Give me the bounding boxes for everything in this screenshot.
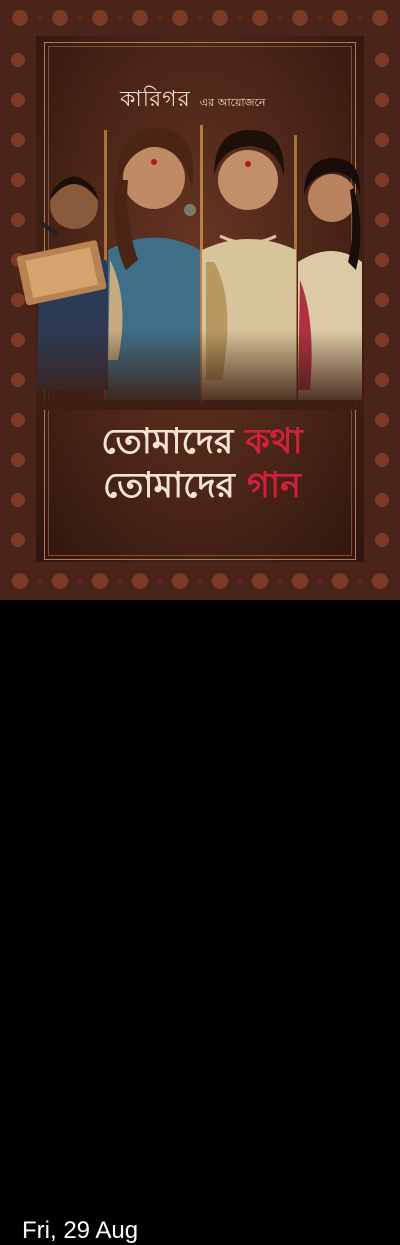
event-date-bar[interactable] — [0, 600, 400, 1244]
event-title — [62, 420, 342, 508]
brand-name: কারিগর — [120, 87, 191, 112]
title-word-highlight: কথা — [245, 421, 303, 462]
brand-tagline: এর আয়োজনে — [199, 96, 266, 109]
title-word-highlight: গান — [247, 465, 302, 506]
title-line-2 — [62, 464, 342, 508]
title-word: তোমাদের — [102, 465, 235, 506]
title-word: তোমাদের — [101, 421, 234, 462]
title-line-1 — [62, 420, 342, 464]
event-poster[interactable] — [0, 0, 400, 600]
event-date: Fri, 29 Aug — [22, 1217, 139, 1244]
